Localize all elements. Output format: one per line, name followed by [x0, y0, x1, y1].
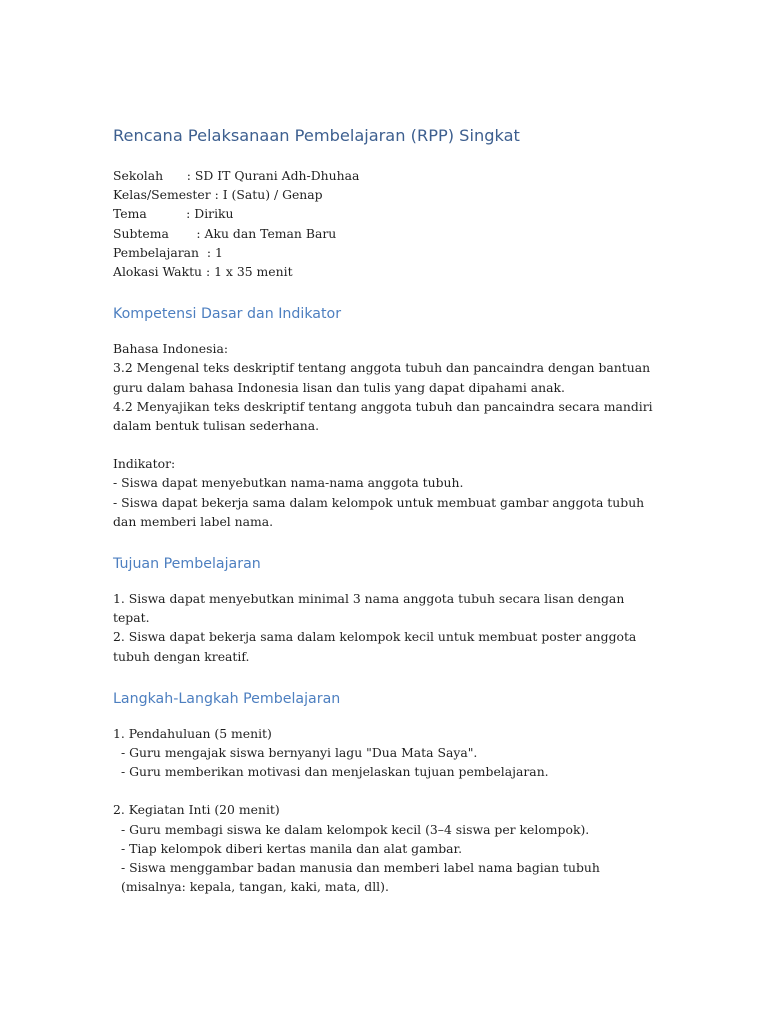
identity-class-semester: Kelas/Semester : I (Satu) / Genap: [113, 187, 323, 203]
langkah-block: [113, 724, 658, 897]
kd-heading: Kompetensi Dasar dan Indikator: [113, 306, 342, 323]
inti-item: - Tiap kelompok diberi kertas manila dan alat gambar.: [121, 840, 463, 856]
langkah-heading: Langkah-Langkah Pembelajaran: [113, 690, 341, 707]
tujuan-heading: Tujuan Pembelajaran: [113, 556, 261, 573]
indikator-item: - Siswa dapat menyebutkan nama-nama anggota tubuh.: [113, 475, 464, 491]
pendahuluan-item: - Guru memberikan motivasi dan menjelaskan tujuan pembelajaran.: [121, 764, 549, 780]
identity-time: Alokasi Waktu : 1 x 35 menit: [113, 264, 293, 280]
kd-block: [113, 339, 658, 531]
kd-subject: Bahasa Indonesia:: [113, 341, 229, 357]
identity-block: [113, 166, 658, 281]
pendahuluan-title: 1. Pendahuluan (5 menit): [113, 725, 272, 741]
inti-title: 2. Kegiatan Inti (20 menit): [113, 802, 280, 818]
identity-school: Sekolah : SD IT Qurani Adh-Dhuhaa: [113, 168, 360, 183]
inti-item: - Guru membagi siswa ke dalam kelompok kecil (3–4 siswa per kelompok).: [121, 821, 590, 837]
document-title: Rencana Pelaksanaan Pembelajaran (RPP) Singkat: [113, 126, 520, 145]
tujuan-block: [113, 589, 658, 666]
indikator-label: Indikator:: [113, 456, 176, 472]
indikator-item: - Siswa dapat bekerja sama dalam kelompok untuk membuat gambar anggota tubuh dan memberi label nama.: [113, 494, 645, 529]
identity-lesson: Pembelajaran : 1: [113, 244, 223, 260]
pendahuluan-item: - Guru mengajak siswa bernyanyi lagu "Dua Mata Saya".: [121, 745, 478, 761]
document-page: [113, 124, 658, 896]
identity-theme: Tema : Diriku: [113, 206, 234, 222]
kd-item-3-2: 3.2 Mengenal teks deskriptif tentang anggota tubuh dan pancaindra dengan bantuan guru dalam bahasa Indonesia lisan dan tulis yang dapat dipahami anak.: [113, 360, 651, 395]
identity-subtheme: Subtema : Aku dan Teman Baru: [113, 225, 337, 241]
kd-item-4-2: 4.2 Menyajikan teks deskriptif tentang anggota tubuh dan pancaindra secara mandiri dalam bentuk tulisan sederhana.: [113, 398, 653, 434]
inti-item: - Siswa menggambar badan manusia dan memberi label nama bagian tubuh (misalnya: kepala, tangan, kaki, mata, dll).: [121, 860, 600, 895]
tujuan-item: 1. Siswa dapat menyebutkan minimal 3 nama anggota tubuh secara lisan dengan tepat.: [113, 591, 625, 626]
tujuan-item: 2. Siswa dapat bekerja sama dalam kelompok kecil untuk membuat poster anggota tubuh dengan kreatif.: [113, 629, 637, 664]
